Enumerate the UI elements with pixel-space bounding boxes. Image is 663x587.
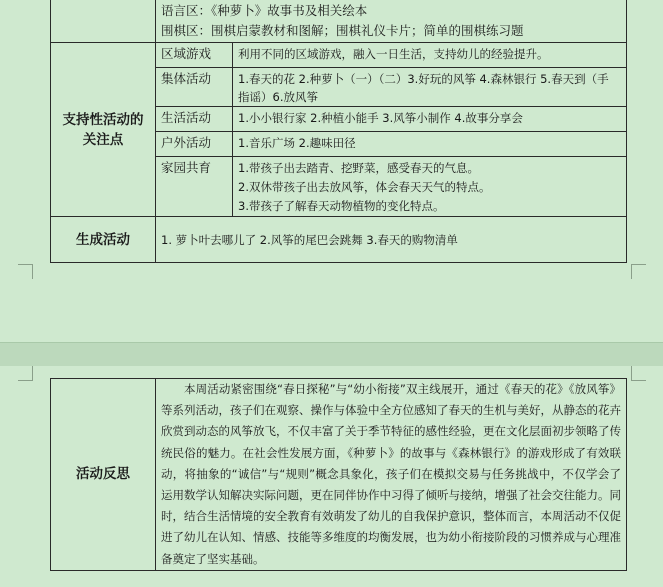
outdoor-activity-line: 1.音乐广场 2.趣味田径	[238, 136, 356, 150]
outdoor-activity-label: 户外活动	[156, 132, 233, 157]
support-focus-label-line1: 支持性活动的	[62, 111, 144, 128]
group-activity-content	[233, 68, 627, 107]
page-corner-mark	[631, 366, 646, 381]
page-gap	[0, 342, 663, 368]
area-game-line: 利用不同的区域游戏，融入一日生活，支持幼儿的经验提升。	[238, 47, 549, 61]
home-school-line: 3.带孩子了解春天动物植物的变化特点。	[238, 199, 445, 213]
page-corner-mark	[18, 366, 33, 381]
document-page-2	[0, 366, 663, 587]
reflection-table	[50, 378, 627, 571]
daily-life-line: 1.小小银行家 2.种植小能手 3.风筝小制作 4.故事分享会	[238, 111, 523, 125]
outdoor-activity-content	[233, 132, 627, 157]
materials-cell	[156, 0, 627, 43]
home-school-line: 1.带孩子出去踏青、挖野菜，感受春天的气息。	[238, 161, 479, 175]
home-school-line: 2.双休带孩子出去放风筝，体会春天天气的特点。	[238, 180, 491, 194]
area-game-content	[233, 43, 627, 68]
go-area-line: 围棋区：围棋启蒙教材和图解；围棋礼仪卡片；简单的围棋练习题	[161, 23, 524, 38]
daily-life-label: 生活活动	[156, 107, 233, 132]
blank-label-cell	[51, 0, 156, 43]
generated-activity-content: 1. 萝卜叶去哪儿了 2.风筝的尾巴会跳舞 3.春天的购物清单	[156, 217, 627, 263]
home-school-content	[233, 157, 627, 217]
reflection-text: 本周活动紧密围绕“春日探秘”与“幼小衔接”双主线展开，通过《春天的花》《放风筝》等系列活动，孩子们在观察、操作与体验中全方位感知了春天的生机与美好，从静态的花卉欣赏到动态的风筝放飞，不仅丰富了关于季节特征的感性经验，更在文化层面初步领略了传统民俗的魅力。在社会性发展方面，《种萝卜》的故事与《森林银行》的游戏形成了有效联动，将抽象的“诚信”与“规则”概念具象化，孩子们在模拟交易与任务挑战中，不仅学会了运用数学认知解决实际问题，更在同伴协作中习得了倾听与接纳，增强了社会交往能力。同时，结合生活情境的安全教育有效萌发了幼儿的自我保护意识，整体而言，本周活动不仅促进了幼儿在认知、情感、技能等多维度的均衡发展，也为幼小衔接阶段的习惯养成与心理准备奠定了坚实基础。	[156, 379, 627, 571]
home-school-label: 家园共育	[156, 157, 233, 217]
page-corner-mark	[18, 264, 33, 279]
support-focus-label-line2: 关注点	[82, 131, 124, 148]
area-game-label: 区域游戏	[156, 43, 233, 68]
group-activity-label: 集体活动	[156, 68, 233, 107]
reflection-label: 活动反思	[51, 379, 156, 571]
weekly-plan-table	[50, 0, 627, 263]
group-activity-line: 指谣）6.放风筝	[238, 90, 318, 104]
daily-life-content	[233, 107, 627, 132]
page-corner-mark	[631, 264, 646, 279]
group-activity-line: 1.春天的花 2.种萝卜（一）（二）3.好玩的风筝 4.森林银行 5.春天到（手	[238, 72, 609, 86]
generated-activity-label: 生成活动	[51, 217, 156, 263]
support-focus-label	[51, 43, 156, 217]
language-area-line: 语言区：《种萝卜》故事书及相关绘本	[161, 3, 368, 18]
